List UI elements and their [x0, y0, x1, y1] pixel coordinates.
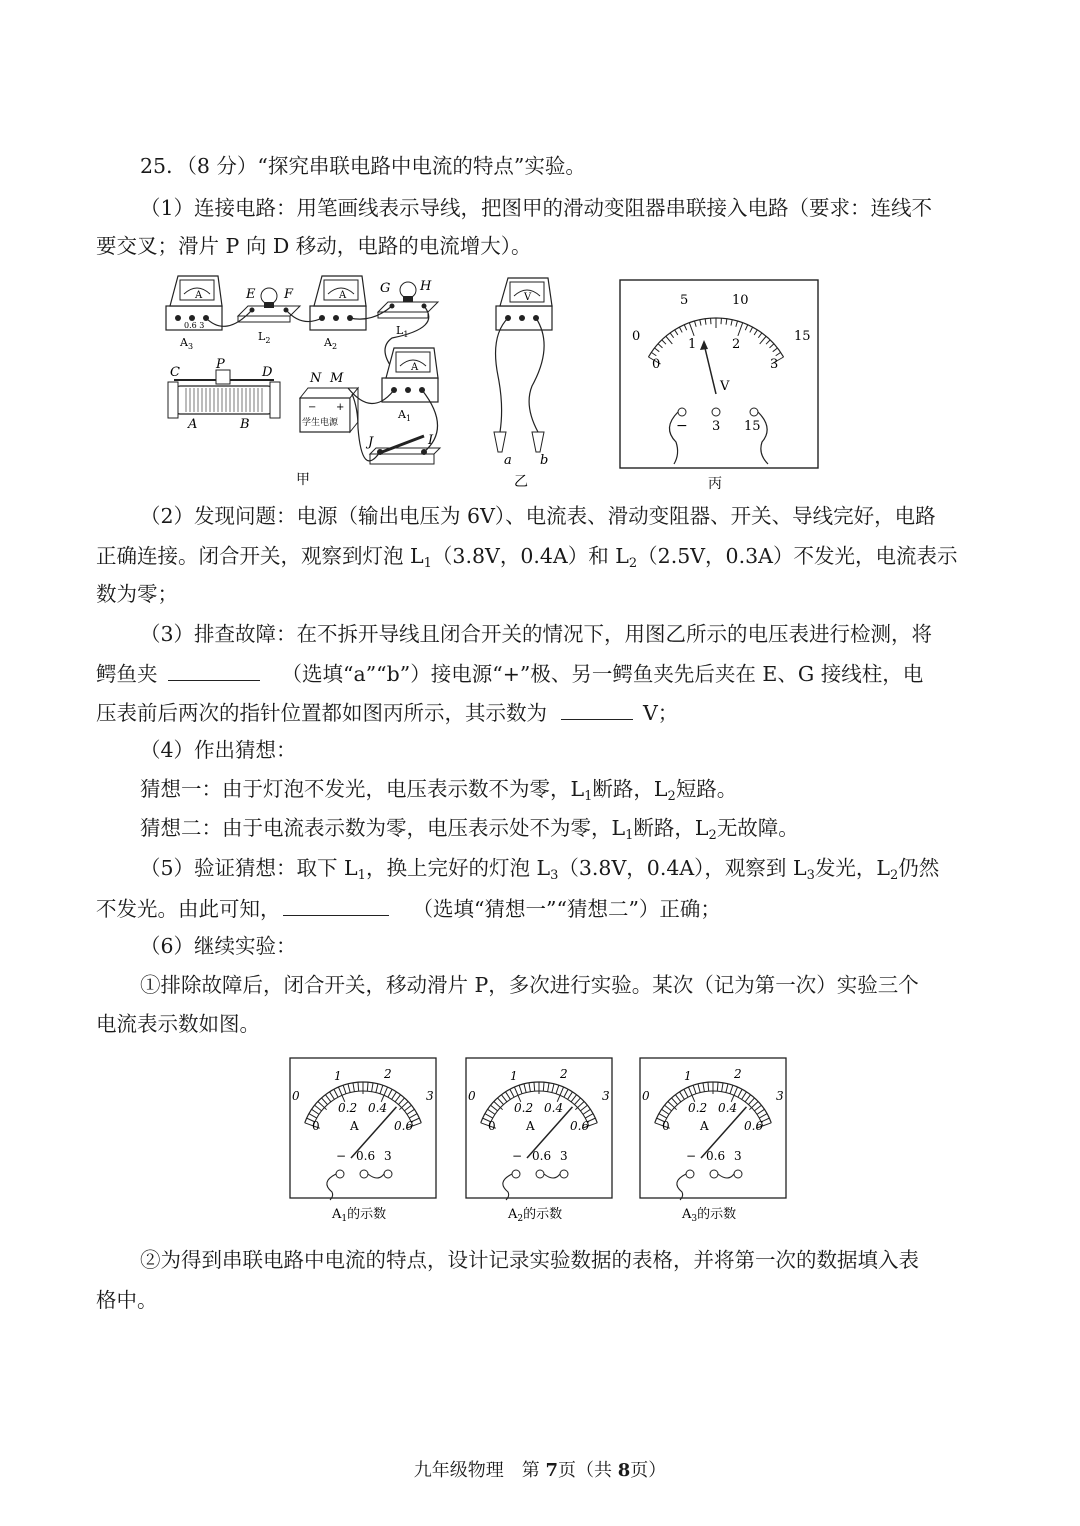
bing-terminal-3: 3 [712, 419, 721, 434]
bing-bottom-2: 2 [732, 337, 741, 352]
power-minus: − [308, 402, 317, 413]
ammeter-top-tick: 1 [334, 1069, 342, 1083]
terminal-f: F [284, 287, 294, 302]
bing-bottom-3: 3 [770, 357, 779, 372]
a2-label: $A_2$ [324, 336, 338, 351]
ammeter-bottom-tick: 0.2 [338, 1101, 358, 1115]
figure-yi [484, 276, 564, 494]
ammeter-terminal [384, 1170, 392, 1178]
power-label: 学生电源 [302, 418, 339, 428]
a3-terminal-labels: 0.6 3 [184, 321, 205, 330]
yi-face-label: V [524, 292, 532, 303]
part3-line3: 压表前后两次的指针位置都如图丙所示，其示数为 V； [96, 697, 678, 727]
bing-top-15: 15 [794, 329, 811, 344]
ammeter-unit: A [526, 1119, 535, 1133]
terminal-a: A [188, 417, 198, 432]
caption-jia: 甲 [296, 472, 310, 488]
terminal-b: B [240, 417, 250, 432]
ammeter-terminal-label: − [686, 1149, 697, 1163]
ammeter-terminal-label: 3 [560, 1149, 568, 1163]
ammeter-bottom-tick: 0.4 [718, 1101, 738, 1115]
bing-top-0: 0 [632, 329, 641, 344]
ammeter-a1 [382, 348, 438, 423]
ammeter-terminal [560, 1170, 568, 1178]
ammeter-bottom-tick: 0.4 [544, 1101, 564, 1115]
ammeter-1 [290, 1058, 436, 1224]
part3-line2: 鳄鱼夹 （选填“a”“b”）接电源“+”极、另一鳄鱼夹先后夹在 E、G 接线柱，电 [96, 658, 923, 688]
bing-top-10: 10 [732, 293, 749, 308]
ammeter-terminal-label: − [336, 1149, 347, 1163]
power-supply [300, 371, 358, 432]
ammeter-top-tick: 2 [560, 1067, 568, 1081]
part3-line1: （3）排查故障：在不拆开导线且闭合开关的情况下，用图乙所示的电压表进行检测，将 [140, 622, 933, 646]
part2-line3: 数为零； [96, 582, 178, 606]
ammeter-terminal [336, 1170, 344, 1178]
terminal-d: D [262, 365, 273, 380]
caption-bing: 丙 [708, 476, 722, 492]
a2-face-label: A [339, 290, 347, 301]
part5-line2: 不发光。由此可知， （选填“猜想一”“猜想二”）正确； [96, 893, 721, 923]
ammeter-top-tick: 2 [734, 1067, 742, 1081]
bing-unit: V [720, 379, 730, 394]
ammeter-a2 [310, 276, 366, 351]
terminal-e: E [246, 287, 256, 302]
bing-terminal-minus: − [676, 418, 688, 434]
page-footer: 九年级物理 第 7页（共 8页） [413, 1460, 667, 1481]
ammeter-top-tick: 1 [510, 1069, 518, 1083]
ammeter-top-tick: 3 [426, 1089, 434, 1103]
clip-a-label: a [504, 453, 512, 468]
figure-jia [162, 268, 452, 496]
l1-label: $L_1$ [396, 324, 409, 339]
ammeter-bottom-tick: 0.2 [514, 1101, 534, 1115]
clip-a-shape [494, 432, 506, 452]
ammeter-bottom-tick: 0.4 [368, 1101, 388, 1115]
a1-label: $A_1$ [398, 408, 412, 423]
circuit-diagram-jia [162, 268, 452, 496]
ammeter-terminal [512, 1170, 520, 1178]
ammeter-top-tick: 2 [384, 1067, 392, 1081]
step1-line1: ①排除故障后，闭合开关，移动滑片 P，多次进行实验。某次（记为第一次）实验三个 [140, 973, 919, 997]
ammeter-bottom-tick: 0 [662, 1119, 670, 1133]
ammeter-terminal-label: 3 [384, 1149, 392, 1163]
step2-line1: ②为得到串联电路中电流的特点，设计记录实验数据的表格，并将第一次的数据填入表 [140, 1248, 919, 1272]
caption-yi: 乙 [514, 474, 528, 490]
ammeter-readings-figure [288, 1056, 788, 1226]
lamp-l1 [378, 279, 438, 339]
bing-bottom-0: 0 [652, 357, 661, 372]
clip-b-shape [532, 432, 544, 452]
part2-line2: 正确连接。闭合开关，观察到灯泡 $L_1(3.8V$，0.4A）和 $L_2(2.5V$，0.3A）不发光，电流表示 [96, 544, 958, 571]
terminal-j: J [368, 435, 374, 450]
ammeter-top-tick: 1 [684, 1069, 692, 1083]
terminal-i: I [428, 433, 434, 448]
ammeter-bottom-tick: 0 [488, 1119, 496, 1133]
part4-heading: （4）作出猜想： [140, 738, 297, 762]
question-title: 25．（8 分）“探究串联电路中电流的特点”实验。 [140, 154, 586, 178]
blank-clip[interactable] [168, 658, 260, 681]
ammeter-2 [466, 1058, 612, 1224]
ammeter-top-tick: 3 [776, 1089, 784, 1103]
terminal-c: C [170, 365, 180, 380]
ammeter-readout-label: $A_2$的示数 [508, 1207, 563, 1224]
terminal-n: N [310, 371, 322, 386]
step1-line2: 电流表示数如图。 [96, 1012, 260, 1036]
lamp-l2 [238, 287, 300, 345]
ammeter-a3 [166, 276, 222, 351]
a1-face-label: A [411, 362, 419, 373]
ammeter-bottom-tick: 0 [312, 1119, 320, 1133]
ammeter-bottom-tick: 0.6 [394, 1119, 414, 1133]
bing-bottom-1: 1 [688, 337, 697, 352]
bing-terminal-15: 15 [744, 419, 761, 434]
clip-b-label: b [540, 453, 549, 468]
ammeter-bottom-tick: 0.6 [744, 1119, 764, 1133]
ammeter-readout-label: $A_1$的示数 [332, 1207, 387, 1224]
l2-label: $L_2$ [258, 330, 271, 345]
rheostat [168, 357, 280, 432]
ammeter-terminal-label: 0.6 [356, 1149, 376, 1163]
part5-line1: （5）验证猜想：取下 $L_1$，换上完好的灯泡 $L_3(3.8V$，0.4A），观察到 $L_3$发光，$L_2$仍然 [140, 856, 940, 883]
a3-label: $A_3$ [180, 336, 194, 351]
ammeter-bottom-tick: 0.2 [688, 1101, 708, 1115]
ammeter-terminal-label: 0.6 [706, 1149, 726, 1163]
ammeter-terminal [360, 1170, 368, 1178]
ammeter-terminal [710, 1170, 718, 1178]
guess-one: 猜想一：由于灯泡不发光，电压表示数不为零，$L_1$断路，$L_2$短路。 [140, 777, 738, 804]
bing-top-5: 5 [680, 293, 689, 308]
ammeter-top-tick: 3 [602, 1089, 610, 1103]
figure-bing [618, 278, 822, 496]
ammeter-3 [640, 1058, 786, 1224]
ammeter-top-tick: 0 [642, 1089, 650, 1103]
ammeter-terminal-label: 3 [734, 1149, 742, 1163]
guess-two: 猜想二：由于电流表示数为零，电压表示处不为零，$L_1$断路，$L_2$无故障。 [140, 816, 799, 843]
blank-voltage[interactable] [561, 697, 633, 720]
ammeter-readout-label: $A_3$的示数 [682, 1207, 737, 1224]
blank-guess[interactable] [283, 893, 389, 916]
power-plus: + [336, 402, 345, 413]
terminal-g: G [380, 281, 391, 296]
slider-p: P [216, 357, 225, 372]
part6-heading: （6）继续实验： [140, 934, 297, 958]
ammeter-top-tick: 0 [468, 1089, 476, 1103]
switch [365, 433, 440, 464]
part2-line1: （2）发现问题：电源（输出电压为 6V）、电流表、滑动变阻器、开关、导线完好，电路 [140, 504, 936, 528]
ammeter-top-tick: 0 [292, 1089, 300, 1103]
ammeter-unit: A [350, 1119, 359, 1133]
ammeter-terminal [734, 1170, 742, 1178]
ammeter-bottom-tick: 0.6 [570, 1119, 590, 1133]
step2-line2: 格中。 [96, 1288, 158, 1312]
ammeter-unit: A [700, 1119, 709, 1133]
ammeter-terminal-label: 0.6 [532, 1149, 552, 1163]
a3-face-label: A [195, 290, 203, 301]
ammeter-terminal [536, 1170, 544, 1178]
ammeter-terminal [686, 1170, 694, 1178]
terminal-m: M [330, 371, 344, 386]
terminal-h: H [420, 279, 432, 294]
part1-line1: （1）连接电路：用笔画线表示导线，把图甲的滑动变阻器串联接入电路（要求：连线不 [140, 196, 933, 220]
ammeter-terminal-label: − [512, 1149, 523, 1163]
part1-line2: 要交叉；滑片 P 向 D 移动，电路的电流增大）。 [96, 234, 532, 258]
